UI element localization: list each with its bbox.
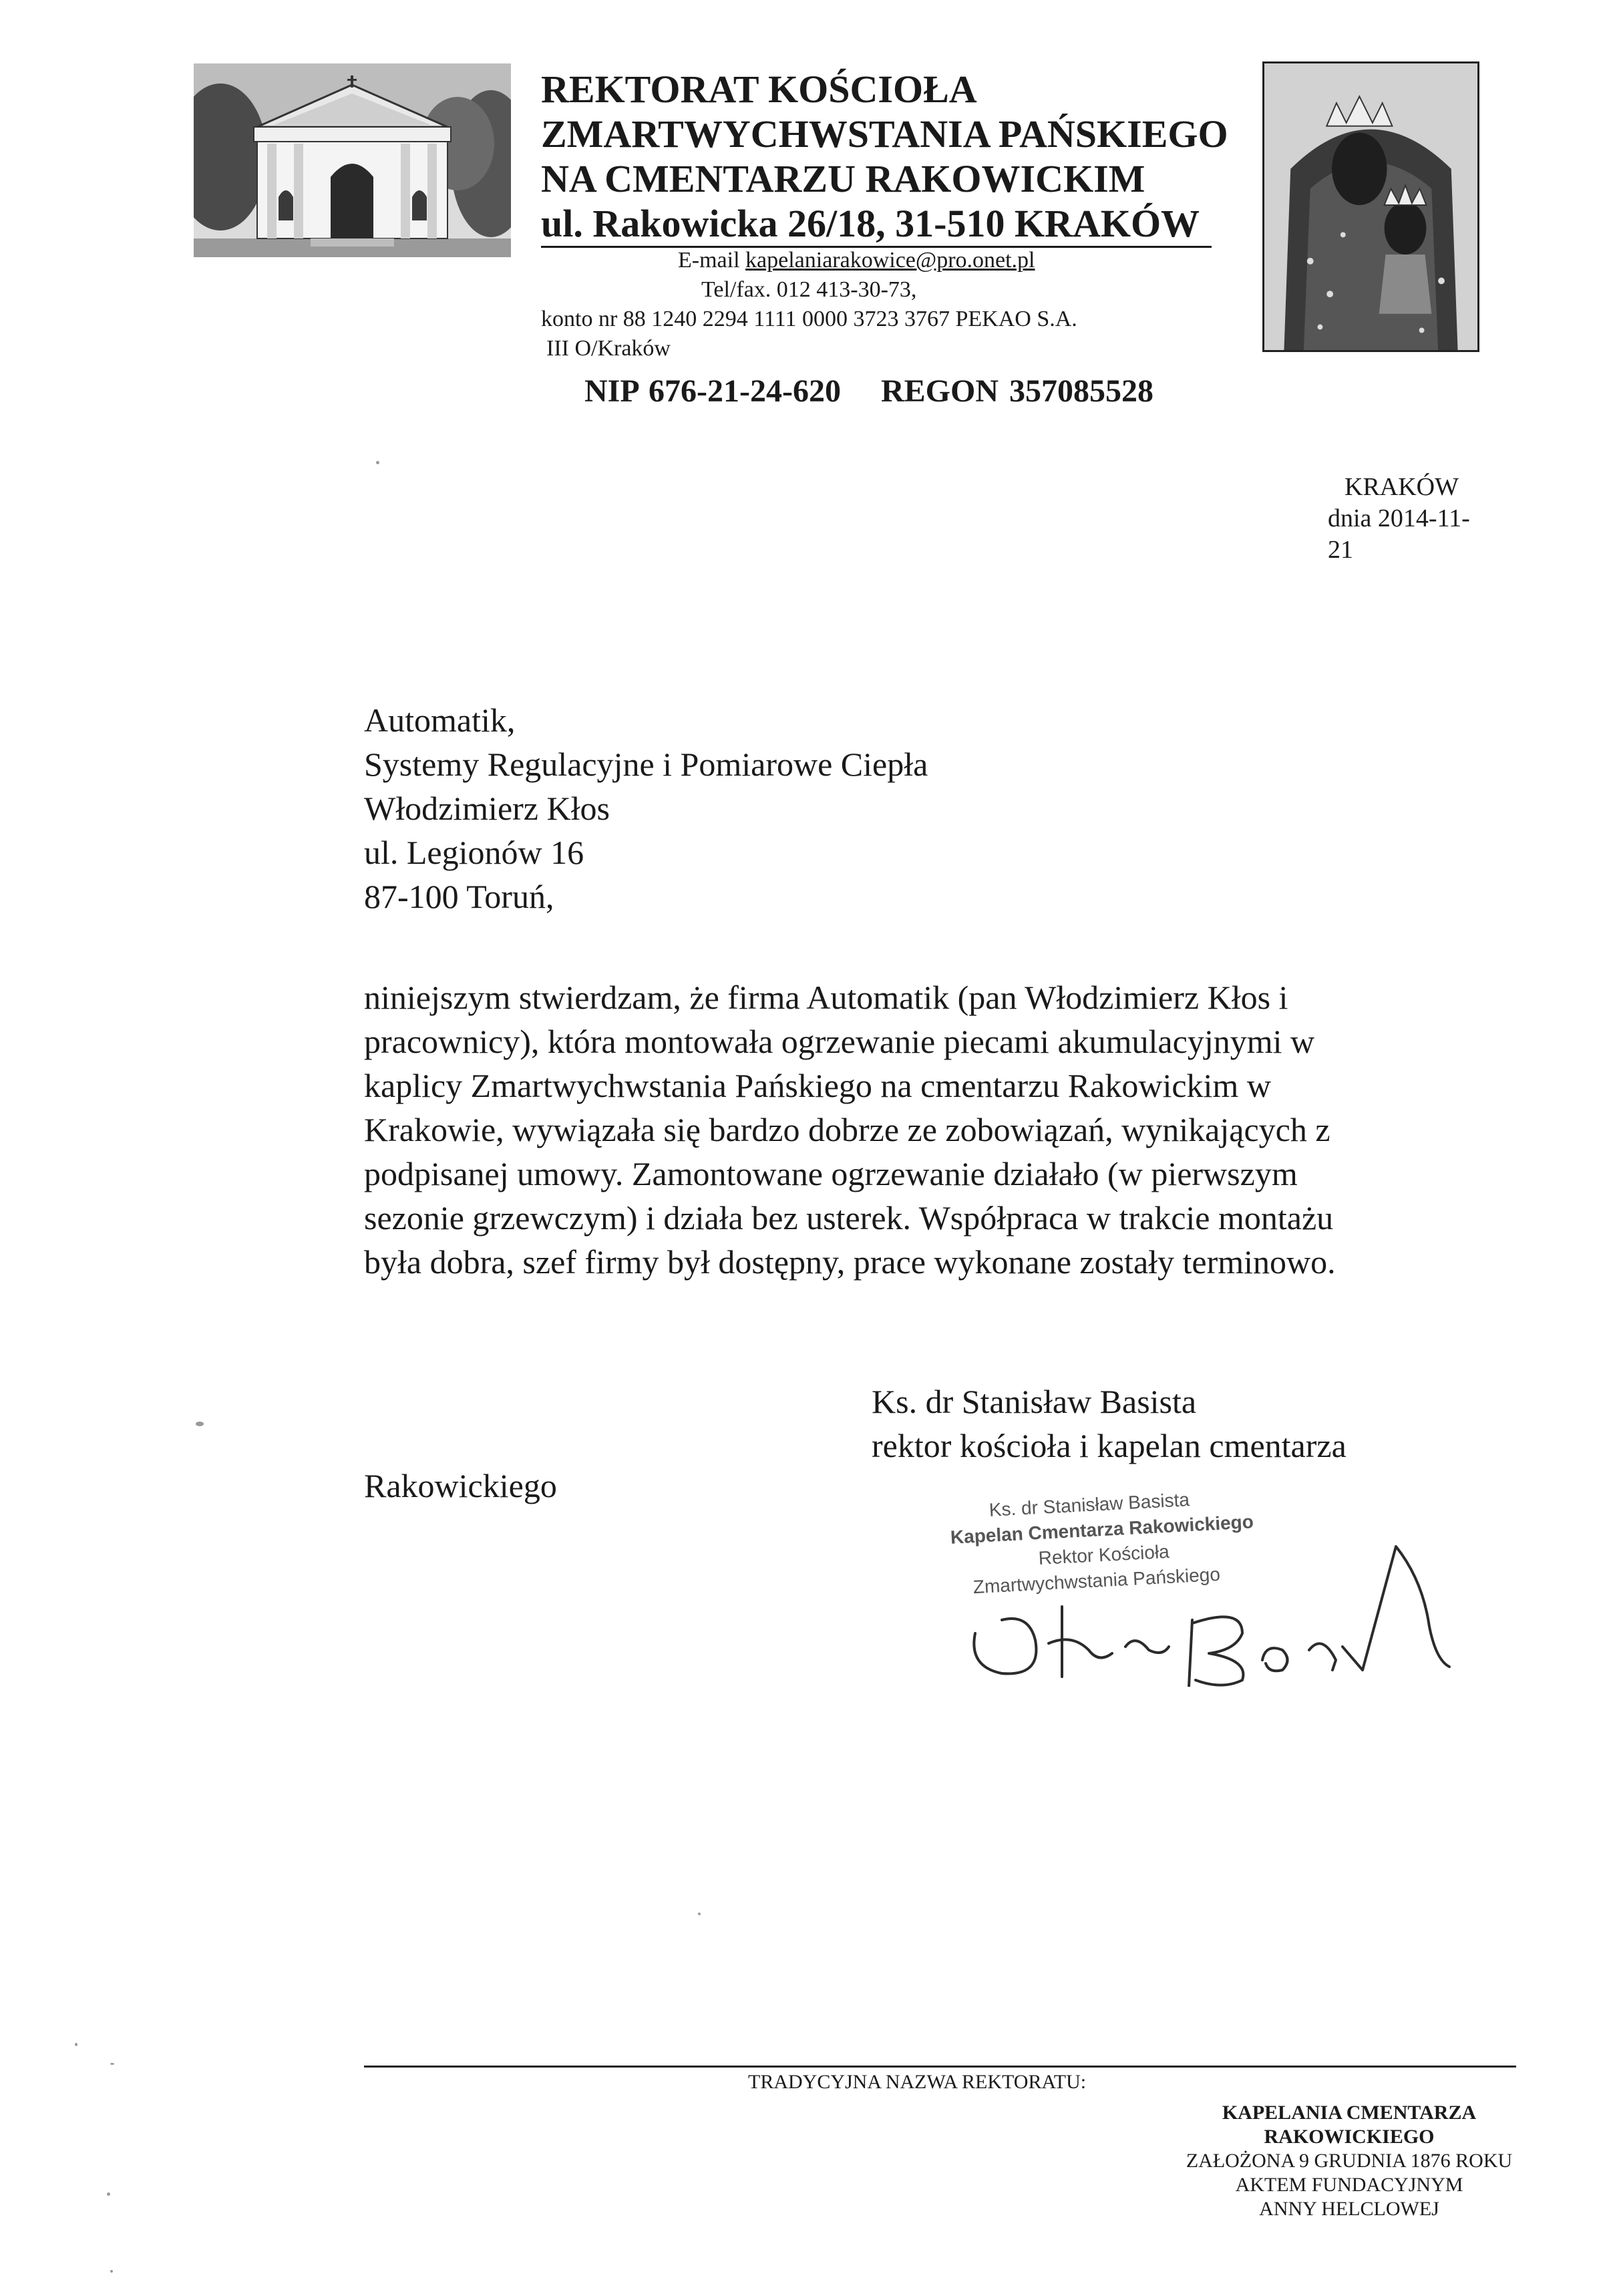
email-label: E-mail	[678, 248, 740, 273]
scan-speck	[110, 2270, 113, 2273]
date-block	[1328, 472, 1470, 566]
body-line: niniejszym stwierdzam, że firma Automatik (pan Włodzimierz Kłos i	[364, 979, 1288, 1016]
branch-line: III O/Kraków	[546, 336, 671, 361]
body-line: była dobra, szef firmy był dostępny, prace wykonane zostały terminowo.	[364, 1243, 1336, 1281]
footer-name-line-2: RAKOWICKIEGO	[1264, 2126, 1435, 2148]
recipient-line-2: Systemy Regulacyjne i Pomiarowe Ciepła	[364, 746, 928, 783]
recipient-line-5: 87-100 Toruń,	[364, 878, 554, 915]
body-line: Krakowie, wywiązała się bardzo dobrze ze zobowiązań, wynikających z	[364, 1111, 1330, 1148]
letter-body	[364, 975, 1336, 1284]
signatory-role: rektor kościoła i kapelan cmentarza	[872, 1427, 1347, 1464]
scan-speck	[698, 1913, 701, 1915]
recipient-line-4: ul. Legionów 16	[364, 834, 584, 871]
madonna-icon-photo	[1262, 61, 1479, 352]
scan-speck	[110, 2063, 114, 2065]
scan-speck	[376, 461, 379, 464]
body-line: podpisanej umowy. Zamontowane ogrzewanie działało (w pierwszym	[364, 1155, 1298, 1192]
footer-name-line-1: KAPELANIA CMENTARZA	[1222, 2102, 1477, 2124]
signatory	[872, 1379, 1347, 1468]
footer-founder: ANNY HELCLOWEJ	[1259, 2198, 1439, 2220]
stamp-line-2: Kapelan Cmentarza Rakowickiego	[950, 1511, 1254, 1548]
scan-speck	[196, 1422, 204, 1426]
recipient-line-3: Włodzimierz Kłos	[364, 790, 610, 827]
handwritten-signature	[962, 1533, 1469, 1687]
stamp-line-1: Ks. dr Stanisław Basista	[989, 1489, 1190, 1520]
nip-regon-line	[584, 373, 1153, 409]
footer-label: TRADYCYJNA NAZWA REKTORATU:	[748, 2071, 1087, 2093]
scan-speck	[107, 2192, 110, 2196]
date-city: KRAKÓW	[1345, 473, 1459, 501]
nip: NIP 676-21-24-620	[584, 373, 841, 409]
body-line: pracownicy), która montowała ogrzewanie piecami akumulacyjnymi w	[364, 1023, 1315, 1060]
stamp-line-3: Rektor Kościoła	[1037, 1540, 1170, 1569]
title-line-3: NA CMENTARZU RAKOWICKIM	[541, 157, 1145, 200]
title-line-1: REKTORAT KOŚCIOŁA	[541, 67, 977, 111]
account-line: konto nr 88 1240 2294 1111 0000 3723 3767 PEKAO S.A.	[541, 307, 1077, 331]
date-line-2: 21	[1328, 536, 1353, 564]
letterhead-title	[541, 67, 1228, 248]
footer-info	[1109, 2101, 1590, 2221]
date-line-1: dnia 2014-11-	[1328, 504, 1470, 532]
signatory-role-continued: Rakowickiego	[364, 1467, 557, 1504]
letterhead-address: ul. Rakowicka 26/18, 31-510 KRAKÓW	[541, 201, 1212, 248]
title-line-2: ZMARTWYCHWSTANIA PAŃSKIEGO	[541, 112, 1228, 156]
email-line	[678, 246, 1035, 275]
signatory-name: Ks. dr Stanisław Basista	[872, 1383, 1197, 1420]
regon: REGON 357085528	[880, 373, 1153, 409]
stamp-line-4: Zmartwychwstania Pańskiego	[972, 1563, 1221, 1598]
email-link[interactable]: kapelaniarakowice@pro.onet.pl	[745, 248, 1035, 273]
church-photo	[194, 63, 511, 257]
recipient-address	[364, 698, 928, 919]
scan-speck	[75, 2043, 77, 2046]
body-line: sezonie grzewczym) i działa bez usterek. Współpraca w trakcie montażu	[364, 1199, 1334, 1237]
phone-line: Tel/fax. 012 413-30-73,	[701, 277, 917, 302]
recipient-line-1: Automatik,	[364, 701, 516, 739]
footer-act: AKTEM FUNDACYJNYM	[1235, 2174, 1463, 2196]
body-line: kaplicy Zmartwychwstania Pańskiego na cmentarzu Rakowickim w	[364, 1067, 1271, 1104]
footer-divider	[364, 2066, 1516, 2068]
footer-founded: ZAŁOŻONA 9 GRUDNIA 1876 ROKU	[1186, 2150, 1513, 2172]
